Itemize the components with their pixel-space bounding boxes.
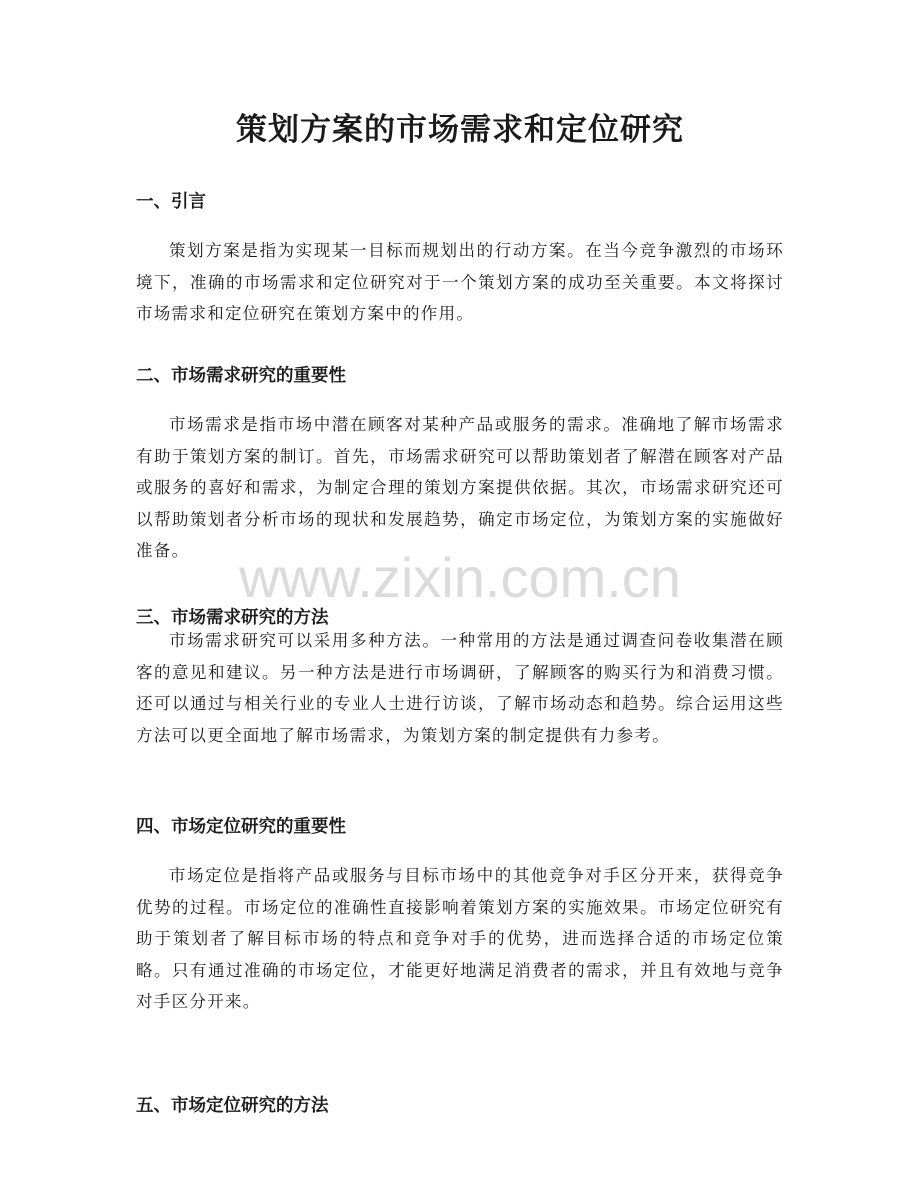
watermark: www.zixin.com.cn bbox=[239, 546, 681, 609]
section-heading-introduction: 一、引言 bbox=[136, 192, 206, 212]
section-heading-demand-importance: 二、市场需求研究的重要性 bbox=[136, 366, 346, 386]
section-heading-demand-methods: 三、市场需求研究的方法 bbox=[136, 608, 329, 628]
section-paragraph-demand-methods: 市场需求研究可以采用多种方法。一种常用的方法是通过调查问卷收集潜在顾客的意见和建议。另一种方法是进行市场调研，了解顾客的购买行为和消费习惯。还可以通过与相关行业的专业人士进行访谈，了解市场动态和趋势。综合运用这些方法可以更全面地了解市场需求，为策划方案的制定提供有力参考。 bbox=[136, 631, 784, 745]
section-paragraph-positioning-importance: 市场定位是指将产品或服务与目标市场中的其他竞争对手区分开来，获得竞争优势的过程。市场定位的准确性直接影响着策划方案的实施效果。市场定位研究有助于策划者了解目标市场的特点和竞争对手的优势，进而选择合适的市场定位策略。只有通过准确的市场定位，才能更好地满足消费者的需求，并且有效地与竞争对手区分开来。 bbox=[136, 866, 784, 1011]
section-paragraph-demand-importance: 市场需求是指市场中潜在顾客对某种产品或服务的需求。准确地了解市场需求有助于策划方案的制订。首先，市场需求研究可以帮助策划者了解潜在顾客对产品或服务的喜好和需求，为制定合理的策划方案提供依据。其次，市场需求研究还可以帮助策划者分析市场的现状和发展趋势，确定市场定位，为策划方案的实施做好准备。 bbox=[136, 415, 784, 560]
section-heading-positioning-importance: 四、市场定位研究的重要性 bbox=[136, 817, 346, 837]
section-paragraph-introduction: 策划方案是指为实现某一目标而规划出的行动方案。在当今竞争激烈的市场环境下，准确的市场需求和定位研究对于一个策划方案的成功至关重要。本文将探讨市场需求和定位研究在策划方案中的作用。 bbox=[136, 241, 784, 323]
section-heading-positioning-methods: 五、市场定位研究的方法 bbox=[136, 1096, 329, 1116]
page-title: 策划方案的市场需求和定位研究 bbox=[236, 112, 684, 148]
